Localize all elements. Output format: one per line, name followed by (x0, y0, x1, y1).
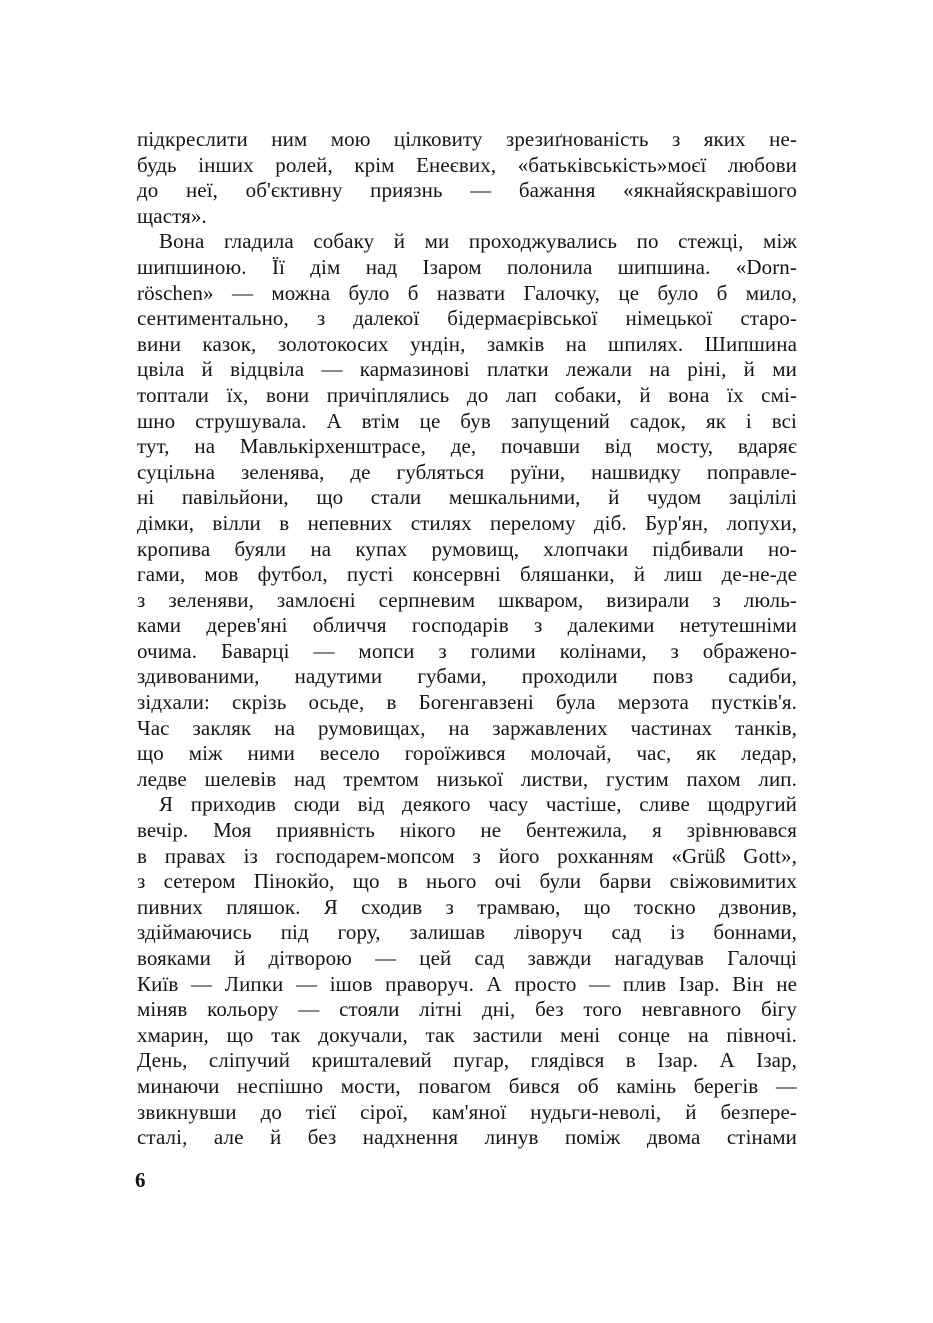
text-line: ні павільйони, що стали мешкальними, й чудом зацілілі (137, 485, 797, 510)
text-line: до неї, об'єктивну приязнь — бажання «якнайяскравішого (137, 178, 797, 203)
paragraph-1 (137, 127, 797, 229)
text-line: кропива буяли на купах румовищ, хлопчаки підбивали но- (137, 536, 797, 561)
text-line: підкреслити ним мою цілковиту зрезиґнованість з яких не- (137, 127, 797, 151)
text-line: здивованими, надутими губами, проходили повз садиби, (137, 664, 797, 689)
text-line: пивних пляшок. Я сходив з трамваю, що тоскно дзвонив, (137, 894, 797, 919)
paragraph-2 (137, 229, 797, 792)
text-line: звикнувши до тієї сірої, кам'яної нудьги-неволі, й безпере- (137, 1099, 797, 1124)
paragraph-3 (137, 792, 797, 1150)
text-line: День, сліпучий кришталевий пугар, глядівся в Ізар. А Ізар, (137, 1048, 797, 1073)
text-line: цвіла й відцвіла — кармазинові платки лежали на ріні, й ми (137, 357, 797, 382)
text-line: будь інших ролей, крім Енеєвих, «батьківськість»моєї любови (137, 152, 797, 177)
text-line: вини казок, золотокосих ундін, замків на шпилях. Шипшина (137, 331, 797, 356)
text-line: міняв кольору — стояли літні дні, без того невгавного бігу (137, 997, 797, 1022)
text-line: вояками й дітворою — цей сад завжди нагадував Галочці (137, 946, 797, 970)
text-line: сталі, але й без надхнення линув поміж двома стінами (137, 1125, 797, 1150)
text-line: з сетером Пінокйо, що в нього очі були барви свіжовимитих (137, 869, 797, 894)
text-line: в правах із господарем-мопсом з його рохканням «Grüß Gott», (137, 843, 797, 868)
text-line: Я приходив сюди від деякого часу частіше, сливе щодругий (159, 792, 797, 817)
text-line: здіймаючись під гору, залишав ліворуч сад із боннами, (137, 920, 797, 945)
text-line: Час закляк на румовищах, на заржавлених частинах танків, (137, 715, 797, 740)
text-line: топтали їх, вони причіплялись до лап собаки, й вона їх смі- (137, 382, 797, 407)
text-line: з зеленяви, замлоєні серпневим шкваром, визирали з люль- (137, 587, 797, 612)
text-line: що між ними весело гороїжився молочай, час, як ледар, (137, 741, 797, 766)
text-line: дімки, вілли в непевних стилях перелому діб. Бур'ян, лопухи, (137, 510, 797, 535)
text-line: очима. Баварці — мопси з голими колінами, з ображено- (137, 638, 797, 663)
text-line: ками дерев'яні обличчя господарів з далекими нетутешніми (137, 613, 797, 638)
text-line: щастя». (137, 203, 207, 228)
page-number: 6 (135, 1168, 146, 1192)
text-line: Київ — Липки — ішов праворуч. А просто — плив Ізар. Він не (137, 971, 797, 996)
text-line: шно струшувала. А втім це був запущений садок, як і всі (137, 408, 797, 433)
text-line: шипшиною. Її дім над Ізаром полонила шипшина. «Dorn- (137, 254, 797, 279)
text-line: гами, мов футбол, пусті консервні бляшанки, й лиш де-не-де (137, 562, 797, 587)
text-line: Вона гладила собаку й ми проходжувались по стежці, між (159, 229, 797, 254)
text-line: röschen» — можна було б назвати Галочку, це було б мило, (137, 280, 797, 305)
text-line: ледве шелевів над тремтом низької листви, густим пахом лип. (137, 766, 797, 791)
text-line: сентиментально, з далекої бідермаєрівської німецької старо- (137, 306, 797, 331)
text-line: вечір. Моя приявність нікого не бентежила, я зрівнювався (137, 818, 797, 843)
text-line: зідхали: скрізь осьде, в Богенгавзені була мерзота пустків'я. (137, 690, 797, 715)
text-line: тут, на Мавлькірхенштрасе, де, почавши від мосту, вдаряє (137, 434, 797, 459)
page-body-text (137, 127, 797, 1151)
text-line: хмарин, що так докучали, так застили мені сонце на півночі. (137, 1022, 797, 1047)
text-line: суцільна зеленява, де губляться руїни, нашвидку поправле- (137, 459, 797, 484)
text-line: минаючи неспішно мости, повагом бився об камінь берегів — (137, 1073, 797, 1098)
